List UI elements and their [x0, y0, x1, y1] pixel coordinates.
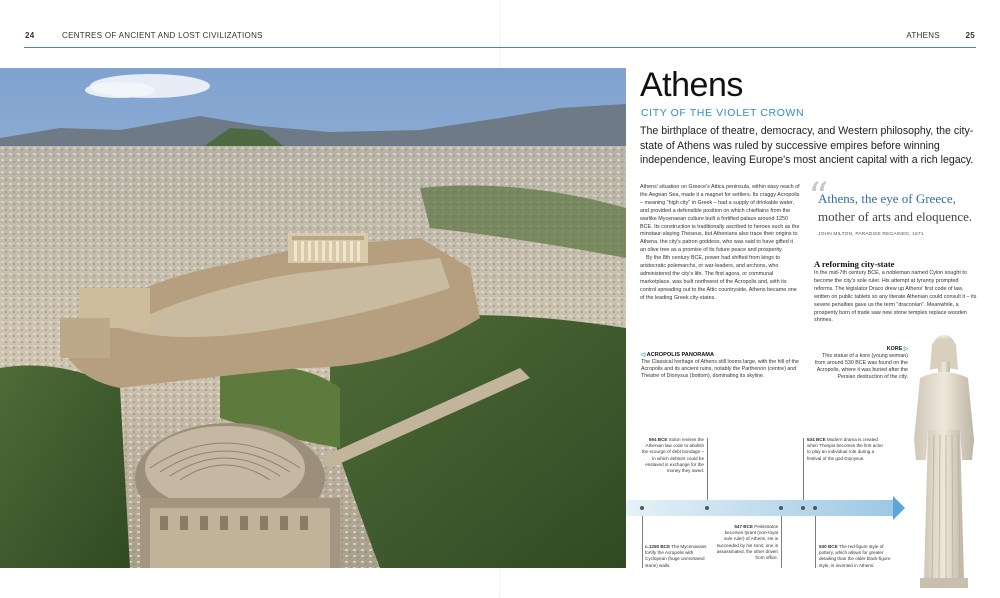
timeline-text: Peisistratos becomes tyrant (non-royal sole ruler) of Athens. He is succeeded by his sons; one is assassinated, the other driven from office. — [716, 524, 778, 561]
pull-quote — [818, 190, 978, 226]
left-header-rule — [24, 47, 500, 48]
left-page-number: 24 — [25, 31, 35, 40]
timeline-dot — [640, 506, 644, 510]
timeline-event-594bce — [640, 437, 704, 474]
kore-caption-body: This statue of a kore (young woman) from around 530 BCE was found on the Acropolis, where it was buried after the Persian destruction of the city. — [814, 353, 908, 380]
timeline-text: Modern drama is created when Thespis becomes the first actor to play an individual role during a festival of the god Dionysus. — [807, 437, 884, 461]
pull-quote-part-1: Athens, — [818, 191, 862, 206]
caption-arrow-icon: ◁ — [641, 352, 646, 358]
timeline-tick — [815, 516, 816, 568]
timeline-date: c.1250 BCE — [645, 544, 671, 549]
timeline-text: The red-figure style of pottery, which allows for greater detailing than the older black-figure style, is invented in Athens. — [819, 544, 891, 568]
left-running-head: CENTRES OF ANCIENT AND LOST CIVILIZATIONS — [62, 31, 263, 40]
right-page-header — [500, 0, 1000, 48]
pull-quote-part-3: mother of arts and eloquence. — [818, 209, 973, 224]
body-paragraph-2: By the 8th century BCE, power had shifted from kings to aristocratic polemarchs, or war-leaders, and archons, who administered the city's life. The first agora, or communal marketplace, was built northwest of the Acropolis and, with its control spreading out to the Attic countryside, Athens became one of the leading Greek city-states. — [640, 255, 797, 301]
timeline-date: 594 BCE — [648, 437, 668, 442]
kore-statue-image — [900, 330, 990, 590]
timeline-dot — [813, 506, 817, 510]
timeline-text: Solon revises the Athenian law code to abolish the scourge of debt bondage – in which debtors could be enslaved in exchange for the money they owed. — [641, 437, 704, 474]
intro-paragraph: The birthplace of theatre, democracy, and Western philosophy, the city-state of Athens was ruled by successive empires before winning independence, leaving Europe's most ancient capital with a rich legacy. — [640, 125, 974, 166]
timeline-event-547bce — [716, 524, 778, 561]
left-page-header — [0, 0, 500, 48]
timeline-arrow-icon — [893, 496, 905, 520]
right-running-head: ATHENS — [906, 31, 940, 40]
pull-quote-part-2: the eye of Greece, — [861, 191, 956, 206]
quote-mark-icon: “ — [808, 175, 829, 221]
timeline-dot — [779, 506, 783, 510]
timeline-tick — [642, 516, 643, 568]
timeline-tick — [803, 438, 804, 500]
photo-caption-title — [641, 352, 714, 358]
subsection-heading: A reforming city-state — [814, 259, 895, 269]
kore-arrow-icon: ▷ — [903, 346, 908, 352]
timeline-dot — [801, 506, 805, 510]
photo-caption-body: The Classical heritage of Athens still looms large, with the hill of the Acropolis and its ancient ruins, notably the Parthenon (centre) and Theatre of Dionysus (bottom), dominating its skyline. — [641, 359, 799, 380]
timeline-event-530bce — [819, 544, 899, 569]
kore-title-text: KORE — [886, 346, 903, 352]
timeline-dot — [705, 506, 709, 510]
timeline-tick — [781, 516, 782, 568]
timeline-date: 530 BCE — [819, 544, 838, 549]
acropolis-panorama-photo — [0, 68, 626, 568]
timeline-event-1250bce — [645, 544, 709, 569]
timeline-bar — [626, 500, 896, 516]
caption-title-text: ACROPOLIS PANORAMA — [646, 352, 715, 358]
page-subtitle: CITY OF THE VIOLET CROWN — [641, 107, 805, 119]
right-page-number: 25 — [965, 31, 975, 40]
timeline-text: The Mycenaeans fortify the Acropolis with Cyclopean (huge unmortared stone) walls. — [645, 544, 707, 568]
body-column — [640, 184, 800, 303]
timeline-date: 534 BCE — [807, 437, 826, 442]
quote-attribution: JOHN MILTON, PARADISE REGAINED, 1671 — [818, 232, 924, 237]
subsection-body: In the mid-7th century BCE, a nobleman named Cylon sought to become the city's sole ruler. His attempt at tyranny prompted reforms. The legislator Draco drew up Athens' first code of law, written on public tablets so any literate Athenian could consult it – its severe penalties gave us the term "draconian". Meanwhile, a prosperity born of trade saw new stone temples replace wooden shrines. — [814, 270, 977, 324]
body-paragraph-1: Athens' situation on Greece's Attica peninsula, within easy reach of the Aegean Sea, made it a magnet for settlers. Its craggy Acropolis – meaning "high city" in Greek – had a supply of drinkable water, and provided a defensible position on which chieftains from the warlike Mycenaean culture built a fortified palace around 1250 BCE. Its construction is traditionally ascribed to heroes such as the minotaur-slaying Theseus, but Athenians also trace their origins to Athena, the city's patron goddess, who was said to have gifted it an olive tree as a promise of its future peace and prosperity. — [640, 184, 800, 254]
timeline-tick — [707, 438, 708, 500]
timeline-date: 547 BCE — [734, 524, 753, 529]
right-header-rule — [500, 47, 976, 48]
page-title: Athens — [640, 66, 743, 104]
timeline-event-534bce — [807, 437, 883, 462]
